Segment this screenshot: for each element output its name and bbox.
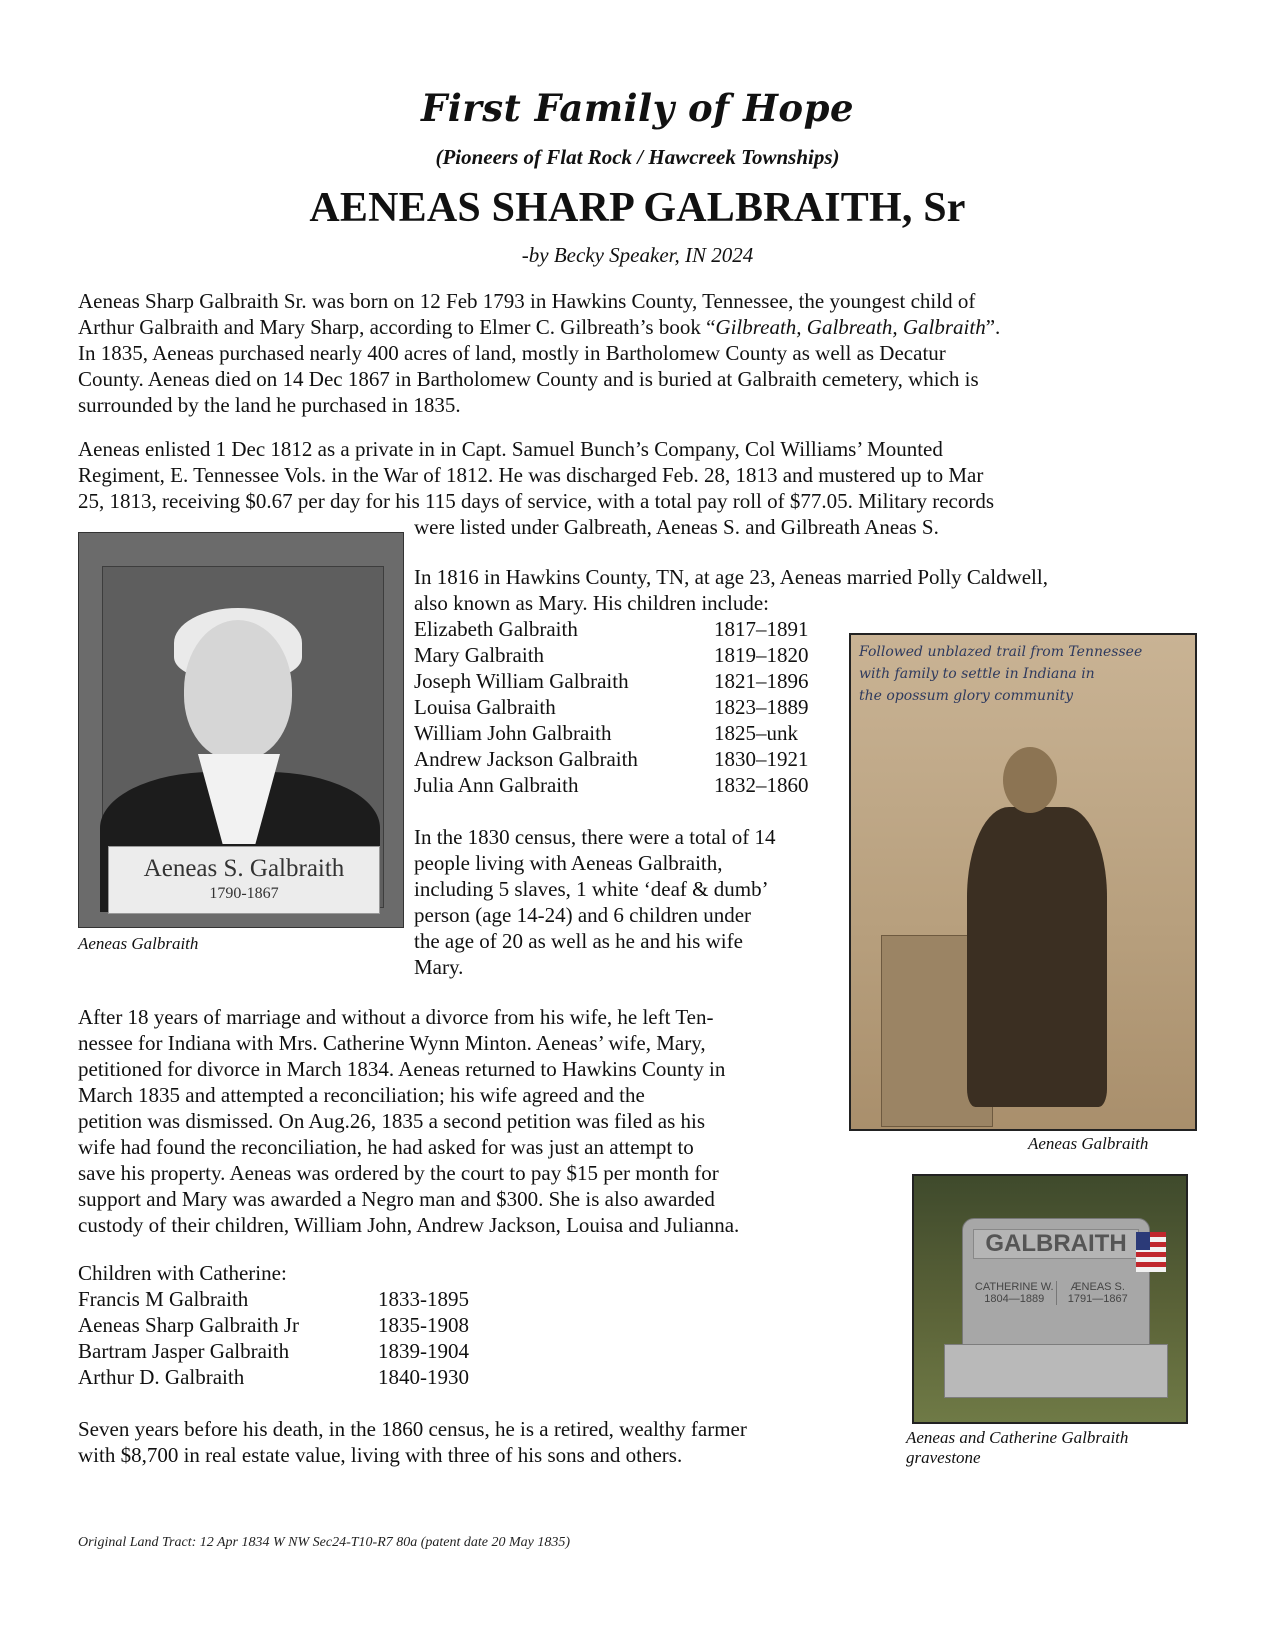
portrait-face xyxy=(184,620,292,760)
gravestone xyxy=(962,1218,1150,1348)
american-flag-icon xyxy=(1136,1232,1166,1272)
figure-body xyxy=(967,807,1107,1107)
census-line: person (age 14-24) and 6 children under xyxy=(414,903,752,927)
divorce-line: support and Mary was awarded a Negro man and $300. She is also awarded xyxy=(78,1187,715,1211)
census-line: the age of 20 as well as he and his wife xyxy=(414,929,743,953)
census-line: including 5 slaves, 1 white ‘deaf & dumb’ xyxy=(414,877,769,901)
catherine-heading: Children with Catherine: xyxy=(78,1261,287,1285)
handwritten-note: Followed unblazed trail from Tennessee with family to settle in Indiana in the opossum glory community xyxy=(859,644,1143,704)
intro-line: surrounded by the land he purchased in 1835. xyxy=(78,393,461,417)
intro-line: County. Aeneas died on 14 Dec 1867 in Bartholomew County and is buried at Galbraith cemetery, which is xyxy=(78,367,979,391)
gravestone-caption: Aeneas and Catherine Galbraith gravestone xyxy=(906,1428,1129,1467)
divorce-line: petitioned for divorce in March 1834. Aeneas returned to Hawkins County in xyxy=(78,1057,726,1081)
marriage-paragraph xyxy=(414,564,1174,616)
divorce-line: petition was dismissed. On Aug.26, 1835 a second petition was filed as his xyxy=(78,1109,706,1133)
census-1830-paragraph xyxy=(414,824,844,980)
intro-line: Aeneas Sharp Galbraith Sr. was born on 12 Feb 1793 in Hawkins County, Tennessee, the youngest child of xyxy=(78,289,976,313)
divorce-line: custody of their children, William John, Andrew Jackson, Louisa and Julianna. xyxy=(78,1213,740,1237)
census-line: In the 1830 census, there were a total of 14 xyxy=(414,825,776,849)
series-subtitle: (Pioneers of Flat Rock / Hawcreek Townships) xyxy=(435,145,840,169)
list-item: Andrew Jackson Galbraith 1830–1921 xyxy=(414,747,809,771)
gravestone-photo xyxy=(912,1174,1188,1424)
portrait-photo xyxy=(78,532,404,928)
land-tract-footnote: Original Land Tract: 12 Apr 1834 W NW Sec24-T10-R7 80a (patent date 20 May 1835) xyxy=(78,1535,571,1550)
byline: -by Becky Speaker, IN 2024 xyxy=(521,243,754,267)
page-title: AENEAS SHARP GALBRAITH, Sr xyxy=(309,185,966,231)
divorce-line: wife had found the reconciliation, he had asked for was just an attempt to xyxy=(78,1135,694,1159)
marriage-line: also known as Mary. His children include: xyxy=(414,591,769,615)
military-line: were listed under Galbreath, Aeneas S. and Gilbreath Aneas S. xyxy=(414,515,939,539)
children-catherine-list xyxy=(78,1286,469,1390)
list-item: Mary Galbraith 1819–1820 xyxy=(414,643,809,667)
book-title: Gilbreath, Galbreath, Galbraith xyxy=(715,315,986,339)
portrait-caption: Aeneas Galbraith xyxy=(78,934,199,953)
marriage-line: In 1816 in Hawkins County, TN, at age 23, Aeneas married Polly Caldwell, xyxy=(414,565,1048,589)
divorce-line: save his property. Aeneas was ordered by the court to pay $15 per month for xyxy=(78,1161,719,1185)
list-item: Joseph William Galbraith 1821–1896 xyxy=(414,669,809,693)
gravestone-name: GALBRAITH xyxy=(973,1229,1139,1259)
standing-caption: Aeneas Galbraith xyxy=(1028,1134,1149,1153)
intro-paragraph xyxy=(78,288,1198,418)
list-item: Arthur D. Galbraith 1840-1930 xyxy=(78,1365,469,1389)
list-item: Aeneas Sharp Galbraith Jr 1835-1908 xyxy=(78,1313,469,1337)
divorce-line: March 1835 and attempted a reconciliation; his wife agreed and the xyxy=(78,1083,645,1107)
plaque-name: Aeneas S. Galbraith xyxy=(143,855,345,882)
military-line: Regiment, E. Tennessee Vols. in the War of 1812. He was discharged Feb. 28, 1813 and mustered up to Mar xyxy=(78,463,984,487)
divorce-line: nessee for Indiana with Mrs. Catherine Wynn Minton. Aeneas’ wife, Mary, xyxy=(78,1031,706,1055)
list-item: William John Galbraith 1825–unk xyxy=(414,721,798,745)
census-line: people living with Aeneas Galbraith, xyxy=(414,851,723,875)
series-title: First Family of Hope xyxy=(420,86,854,130)
military-paragraph xyxy=(78,436,1208,540)
divorce-paragraph xyxy=(78,1004,858,1238)
gravestone-base xyxy=(944,1344,1168,1398)
standing-photo xyxy=(849,633,1197,1131)
intro-line: Arthur Galbraith and Mary Sharp, according to Elmer C. Gilbreath’s book “Gilbreath, Galbreath, Galbraith”. xyxy=(78,315,1001,339)
list-item: Francis M Galbraith 1833-1895 xyxy=(78,1287,469,1311)
figure-head xyxy=(1003,747,1057,813)
list-item: Elizabeth Galbraith 1817–1891 xyxy=(414,617,809,641)
list-item: Julia Ann Galbraith 1832–1860 xyxy=(414,773,809,797)
plaque-dates: 1790-1867 xyxy=(209,885,279,902)
census-line: with $8,700 in real estate value, living with three of his sons and others. xyxy=(78,1443,683,1467)
children-mary-list xyxy=(414,616,809,798)
portrait-plaque xyxy=(108,846,380,914)
divorce-line: After 18 years of marriage and without a divorce from his wife, he left Ten- xyxy=(78,1005,714,1029)
list-item: Bartram Jasper Galbraith 1839-1904 xyxy=(78,1339,469,1363)
census-line: Seven years before his death, in the 1860 census, he is a retired, wealthy farmer xyxy=(78,1417,747,1441)
list-item: Louisa Galbraith 1823–1889 xyxy=(414,695,809,719)
census-1860-paragraph xyxy=(78,1416,878,1468)
gravestone-inscriptions: CATHERINE W. 1804—1889 ÆNEAS S. 1791—1867 xyxy=(974,1281,1128,1305)
military-line: 25, 1813, receiving $0.67 per day for his 115 days of service, with a total pay roll of $77.05. Military records xyxy=(78,489,995,513)
census-line: Mary. xyxy=(414,955,464,979)
intro-line: In 1835, Aeneas purchased nearly 400 acres of land, mostly in Bartholomew County as well as Decatur xyxy=(78,341,946,365)
military-line: Aeneas enlisted 1 Dec 1812 as a private in in Capt. Samuel Bunch’s Company, Col Williams’ Mounted xyxy=(78,437,943,461)
